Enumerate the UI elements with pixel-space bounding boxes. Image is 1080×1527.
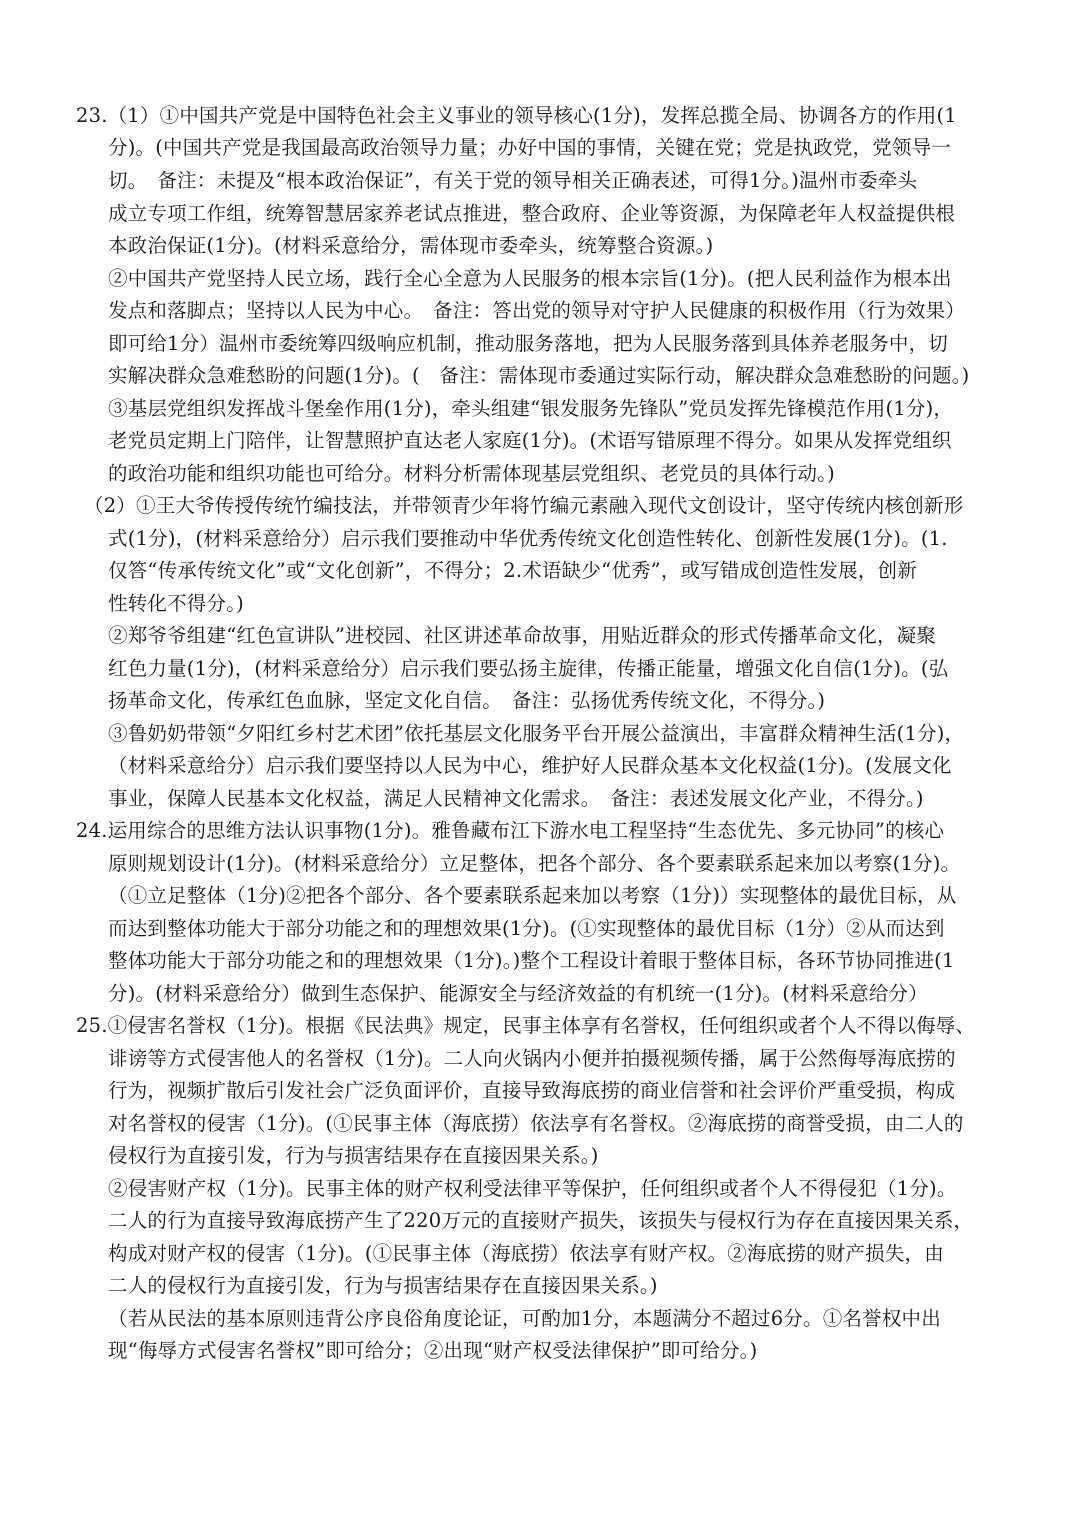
text-line: 构成对财产权的侵害（1分)。(①民事主体（海底捞）依法享有财产权。②海底捞的财产损失，由: [108, 1242, 944, 1265]
text-line: 式(1分)，(材料采意给分）启示我们要推动中华优秀传统文化创造性转化、创新性发展(1分)。(1.: [108, 527, 948, 550]
text-line: 二人的行为直接导致海底捞产生了220万元的直接财产损失，该损失与侵权行为存在直接因果关系，: [108, 1209, 974, 1232]
text-line: 的政治功能和组织功能也可给分。材料分析需体现基层党组织、老党员的具体行动。): [108, 462, 835, 485]
text-line: 现“侮辱方式侵害名誉权”即可给分；②出现“财产权受法律保护”即可给分。): [108, 1339, 758, 1362]
text-line: 而达到整体功能大于部分功能之和的理想效果(1分)。(①实现整体的最优目标（1分）②从而达到: [108, 917, 945, 940]
text-line: 实解决群众急难愁盼的问题(1分)。( 备注：需体现市委通过实际行动，解决群众急难愁盼的问题。): [108, 364, 970, 387]
text-line: （材料采意给分）启示我们要坚持以人民为中心，维护好人民群众基本文化权益(1分)。(发展文化: [108, 754, 952, 777]
text-line: 仅答“传承传统文化”或“文化创新”，不得分；2.术语缺少“优秀”，或写错成创造性发展，创新: [108, 559, 917, 582]
text-line: 即可给1分）温州市委统筹四级响应机制，推动服务落地，把为人民服务落到具体养老服务中，切: [108, 332, 949, 355]
text-line: 23.（1）①中国共产党是中国特色社会主义事业的领导核心(1分)，发挥总揽全局、协调各方的作用(1: [76, 104, 957, 127]
text-line: 分)。(材料采意给分）做到生态保护、能源安全与经济效益的有机统一(1分)。(材料采意给分）: [108, 982, 928, 1005]
text-line: 25.①侵害名誉权（1分)。根据《民法典》规定，民事主体享有名誉权，任何组织或者个人不得以侮辱、: [76, 1014, 976, 1037]
text-line: ③基层党组织发挥战斗堡垒作用(1分)，牵头组建“银发服务先锋队”党员发挥先锋模范作用(1分)，: [108, 397, 954, 420]
text-line: 二人的侵权行为直接引发，行为与损害结果存在直接因果关系。): [108, 1274, 658, 1297]
text-line: （2）①王大爷传授传统竹编技法，并带领青少年将竹编元素融入现代文创设计，坚守传统内核创新形: [84, 494, 964, 517]
text-line: 红色力量(1分)，(材料采意给分）启示我们要弘扬主旋律，传播正能量，增强文化自信(1分)。(弘: [108, 657, 949, 680]
text-line: ②郑爷爷组建“红色宣讲队”进校园、社区讲述革命故事，用贴近群众的形式传播革命文化，凝聚: [108, 624, 937, 647]
text-line: 对名誉权的侵害（1分)。(①民事主体（海底捞）依法享有名誉权。②海底捞的商誉受损，由二人的: [108, 1112, 964, 1135]
text-line: 切。 备注：未提及“根本政治保证”，有关于党的领导相关正确表述，可得1分。)温州市委牵头: [108, 169, 918, 192]
text-line: 分)。(中国共产党是我国最高政治领导力量；办好中国的事情，关键在党；党是执政党，党领导一: [108, 136, 952, 159]
text-line: 本政治保证(1分)。(材料采意给分，需体现市委牵头，统筹整合资源。): [108, 234, 714, 257]
text-line: 性转化不得分。): [108, 592, 244, 615]
text-line: ②侵害财产权（1分)。民事主体的财产权利受法律平等保护，任何组织或者个人不得侵犯（1分)。: [108, 1177, 957, 1200]
text-line: 侵权行为直接引发，行为与损害结果存在直接因果关系。): [108, 1144, 599, 1167]
text-line: 诽谤等方式侵害他人的名誉权（1分)。二人向火锅内小便并拍摄视频传播，属于公然侮辱海底捞的: [108, 1047, 956, 1070]
text-line: 原则规划设计(1分)。(材料采意给分）立足整体，把各个部分、各个要素联系起来加以考察(1分)。: [108, 852, 961, 875]
text-line: ③鲁奶奶带领“夕阳红乡村艺术团”依托基层文化服务平台开展公益演出，丰富群众精神生活(1分)，: [108, 722, 965, 745]
text-line: 发点和落脚点；坚持以人民为中心。 备注：答出党的领导对守护人民健康的积极作用（行为效果）: [108, 299, 966, 322]
text-line: 行为，视频扩散后引发社会广泛负面评价，直接导致海底捞的商业信誉和社会评价严重受损，构成: [108, 1079, 956, 1102]
text-line: 扬革命文化，传承红色血脉，坚定文化自信。 备注：弘扬优秀传统文化，不得分。): [108, 689, 826, 712]
text-line: 成立专项工作组，统筹智慧居家养老试点推进，整合政府、企业等资源，为保障老年人权益提供根: [108, 202, 956, 225]
text-line: 事业，保障人民基本文化权益，满足人民精神文化需求。 备注：表述发展文化产业，不得分。): [108, 787, 924, 810]
text-line: ②中国共产党坚持人民立场，践行全心全意为人民服务的根本宗旨(1分)。(把人民利益作为根本出: [108, 267, 952, 290]
text-line: 整体功能大于部分功能之和的理想效果（1分)。)整个工程设计着眼于整体目标，各环节协同推进(1: [108, 949, 955, 972]
text-line: 老党员定期上门陪伴，让智慧照护直达老人家庭(1分)。(术语写错原理不得分。如果从发挥党组织: [108, 429, 952, 452]
text-line: （①立足整体（1分)②把各个部分、各个要素联系起来加以考察（1分)）实现整体的最优目标，从: [108, 884, 957, 907]
text-line: 24.运用综合的思维方法认识事物(1分)。雅鲁藏布江下游水电工程坚持“生态优先、多元协同”的核心: [76, 819, 945, 842]
text-line: （若从民法的基本原则违背公序良俗角度论证，可酌加1分，本题满分不超过6分。①名誉权中出: [108, 1307, 941, 1330]
